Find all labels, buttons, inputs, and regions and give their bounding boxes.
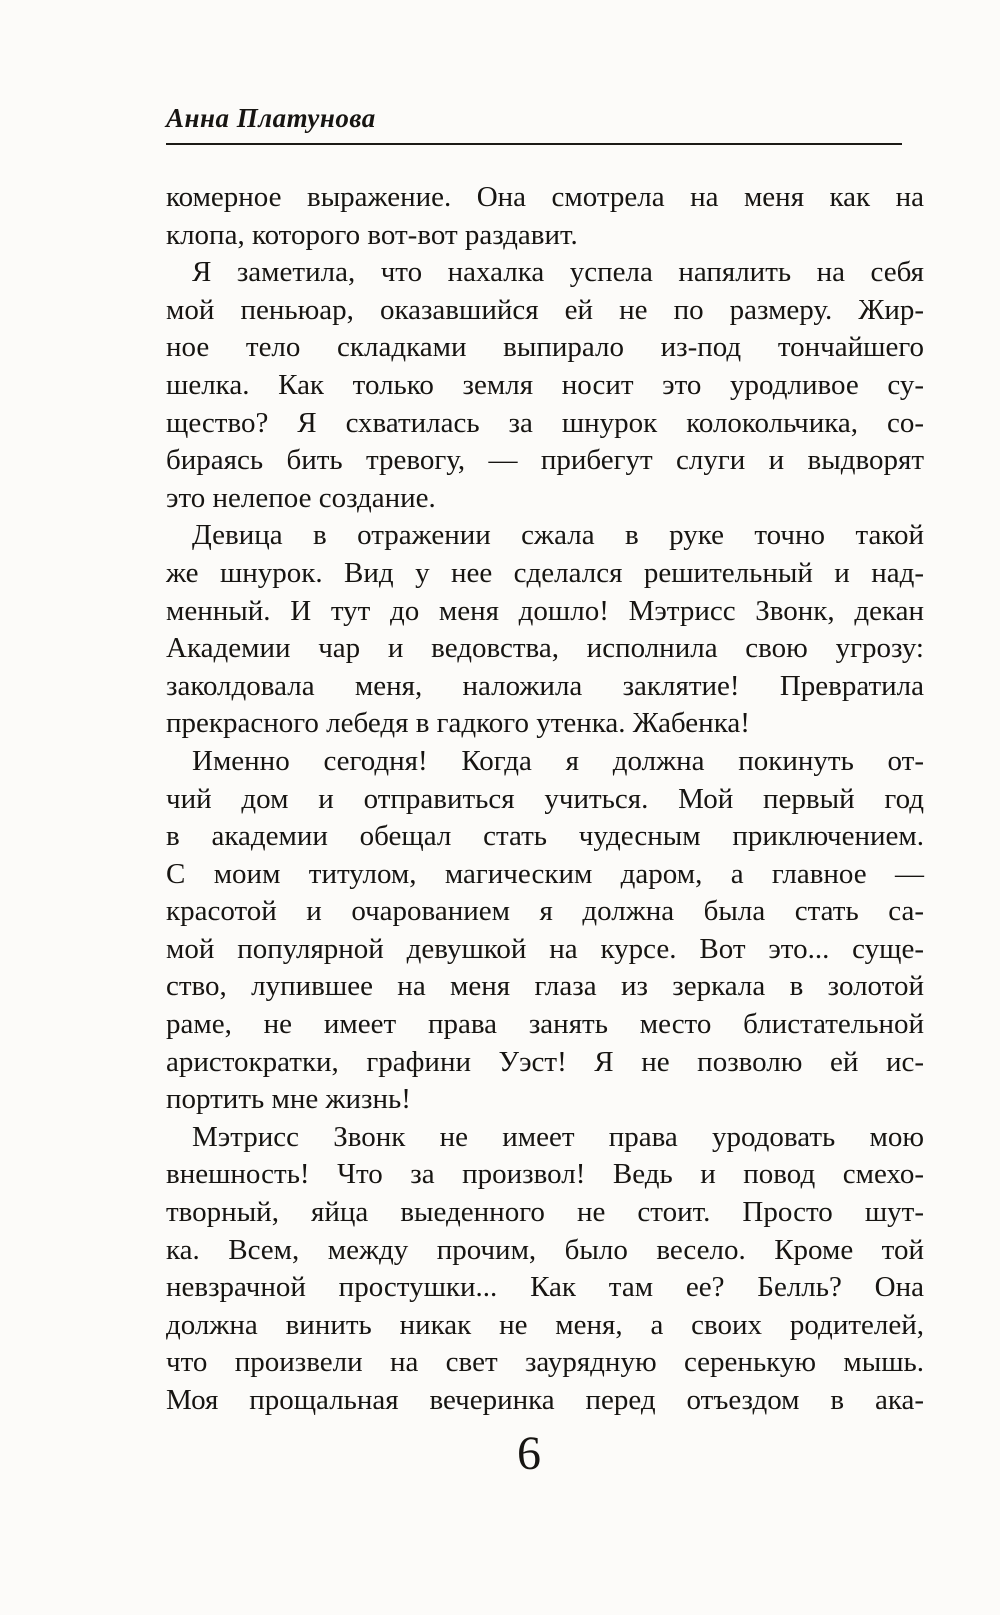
text-line: Моя прощальная вечеринка перед отъездом в ака- [166, 1384, 924, 1416]
text-line: должна винить никак не меня, а своих родителей, [166, 1308, 924, 1341]
body-text [166, 179, 924, 1420]
text-line: мой популярной девушкой на курсе. Вот это... суще- [166, 932, 924, 965]
text-line: мой пеньюар, оказавшийся ей не по размеру. Жир- [166, 293, 924, 326]
text-line: Мэтрисс Звонк не имеет права уродовать мою [192, 1120, 924, 1153]
text-line: щество? Я схватилась за шнурок колокольчика, со- [166, 406, 924, 439]
text-line: аристократки, графини Уэст! Я не позволю ей ис- [166, 1045, 924, 1078]
text-line: в академии обещал стать чудесным приключением. [166, 820, 924, 853]
running-header [166, 102, 924, 134]
text-line: раме, не имеет права занять место блистательной [166, 1008, 924, 1041]
text-line: творный, яйца выеденного не стоит. Просто шут- [166, 1196, 924, 1229]
text-line: Я заметила, что нахалка успела напялить на себя [192, 256, 924, 289]
text-line: Именно сегодня! Когда я должна покинуть от- [192, 744, 924, 777]
text-line: это нелепое создание. [166, 481, 436, 514]
text-line: комерное выражение. Она смотрела на меня как на [166, 181, 924, 213]
text-line: шелка. Как только земля носит это уродливое су- [166, 368, 924, 401]
text-line: прекрасного лебедя в гадкого утенка. Жабенка! [166, 707, 750, 740]
text-line: чий дом и отправиться учиться. Мой первый год [166, 782, 924, 815]
text-line: Академии чар и ведовства, исполнила свою угрозу: [166, 632, 924, 665]
text-line: внешность! Что за произвол! Ведь и повод смехо- [166, 1158, 924, 1191]
text-line: красотой и очарованием я должна была стать са- [166, 895, 924, 928]
text-line: портить мне жизнь! [166, 1083, 411, 1116]
text-line: ка. Всем, между прочим, было весело. Кроме той [166, 1233, 924, 1266]
text-line: ство, лупившее на меня глаза из зеркала в золотой [166, 970, 924, 1003]
header-rule [166, 143, 902, 145]
text-line: Девица в отражении сжала в руке точно такой [192, 519, 924, 552]
text-line: невзрачной простушки... Как там ее? Белль? Она [166, 1271, 924, 1304]
text-line: что произвели на свет заурядную серенькую мышь. [166, 1346, 924, 1379]
text-line: клопа, которого вот-вот раздавит. [166, 218, 578, 251]
text-line: менный. И тут до меня дошло! Мэтрисс Звонк, декан [166, 594, 924, 627]
text-line: ное тело складками выпирало из-под тончайшего [166, 331, 924, 364]
text-line: С моим титулом, магическим даром, а главное — [166, 857, 924, 890]
text-line: бираясь бить тревогу, — прибегут слуги и выдворят [166, 444, 924, 477]
text-line: же шнурок. Вид у нее сделался решительный и над- [166, 556, 924, 589]
text-line: заколдовала меня, наложила заклятие! Превратила [166, 669, 924, 702]
author-name: Анна Платунова [166, 103, 376, 133]
page-number: 6 [517, 1427, 541, 1480]
